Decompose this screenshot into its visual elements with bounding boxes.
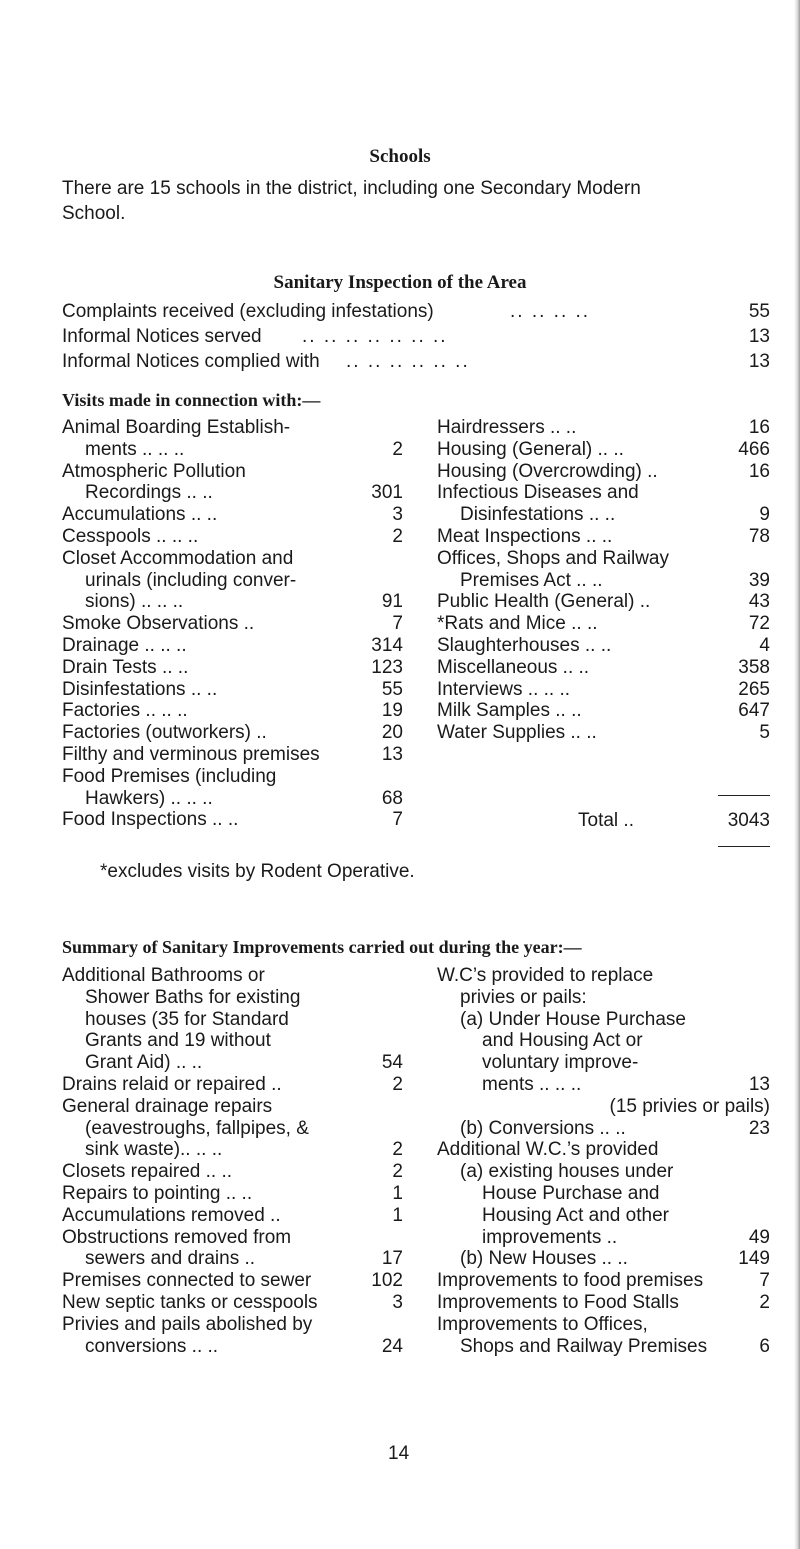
visits-right-item-label: Slaughterhouses .. .. <box>437 635 612 656</box>
visits-left-item-label: Factories .. .. .. <box>62 700 188 722</box>
visits-left-item-value: 7 <box>392 613 403 635</box>
sanitary-row-dots: .. .. .. .. .. .. <box>346 351 470 372</box>
improvements-left-item-label: Grant Aid) .. .. <box>85 1052 203 1074</box>
visits-left-item-value: 55 <box>381 678 403 700</box>
sanitary-row-label: Complaints received (excluding infestations) <box>62 301 434 322</box>
improvements-left-item-label: Shower Baths for existing <box>85 986 301 1008</box>
improvements-right-item-label: and Housing Act or <box>482 1030 643 1052</box>
visits-right-item-value: 265 <box>738 678 770 700</box>
visits-left-item-value: 123 <box>371 656 403 678</box>
sanitary-row-value: 13 <box>748 351 770 372</box>
schools-text-line-2: School. <box>62 203 126 224</box>
improvements-right-item-label: Shops and Railway Premises <box>460 1335 708 1357</box>
visits-right-item-value: 358 <box>738 656 770 678</box>
improvements-left-item-value: 1 <box>392 1183 403 1204</box>
improvements-right-item-label: improvements .. <box>482 1226 618 1248</box>
improvements-heading: Summary of Sanitary Improvements carried out during the year:— <box>62 937 582 957</box>
sanitary-row-value: 13 <box>748 326 770 347</box>
visits-left-item-label: sions) .. .. .. <box>85 591 184 613</box>
improvements-right-item-value: 13 <box>748 1074 770 1095</box>
visits-left-item-label: Food Premises (including <box>62 765 277 787</box>
visits-right-item-label: Infectious Diseases and <box>437 482 639 504</box>
visits-left-item-value: 314 <box>371 635 403 656</box>
visits-left-item-label: Accumulations .. .. <box>62 504 218 526</box>
visits-right-item-label: *Rats and Mice .. .. <box>437 613 598 635</box>
visits-total-label: Total .. <box>578 810 634 831</box>
visits-right-item-value: 5 <box>759 722 770 744</box>
improvements-right-item-label: privies or pails: <box>460 986 587 1008</box>
visits-right-item-value: 43 <box>748 591 770 613</box>
visits-left-item-value: 19 <box>381 700 403 722</box>
visits-left-item-label: Filthy and verminous premises <box>62 744 320 765</box>
improvements-right-item-label: Improvements to food premises <box>437 1270 704 1292</box>
improvements-left-item-value: 2 <box>392 1161 403 1183</box>
visits-left-item-label: urinals (including conver- <box>85 569 297 591</box>
visits-right-item-value: 72 <box>748 613 770 635</box>
visits-left-item-label: Disinfestations .. .. <box>62 678 218 700</box>
visits-left-item-value: 20 <box>381 722 403 744</box>
total-rule-top <box>718 795 770 796</box>
visits-left-item-value: 68 <box>381 787 403 809</box>
improvements-left-item-label: sewers and drains .. <box>85 1248 256 1270</box>
visits-right-item-label: Water Supplies .. .. <box>437 722 597 744</box>
visits-right-item-label: Meat Inspections .. .. <box>437 526 613 547</box>
visits-left-item-label: Atmospheric Pollution <box>62 460 246 482</box>
visits-left-item-value: 2 <box>392 526 403 547</box>
visits-left-item-label: Cesspools .. .. .. <box>62 526 199 547</box>
improvements-right-item-label: House Purchase and <box>482 1183 660 1204</box>
sanitary-row-label: Informal Notices served <box>62 326 262 347</box>
visits-left-item-value: 301 <box>371 482 403 504</box>
visits-right-item-label: Housing (General) .. .. <box>437 438 624 460</box>
improvements-left-item-label: Obstructions removed from <box>62 1226 292 1248</box>
improvements-right-item-label: (a) existing houses under <box>460 1161 674 1183</box>
visits-left-item-value: 3 <box>392 504 403 526</box>
improvements-left-item-label: Grants and 19 without <box>85 1030 271 1052</box>
visits-right-item-value: 16 <box>748 417 770 438</box>
improvements-left-item-label: Privies and pails abolished by <box>62 1313 313 1335</box>
visits-right-item-label: Disinfestations .. .. <box>460 504 616 526</box>
improvements-left-item-label: Accumulations removed .. <box>62 1204 281 1226</box>
visits-left-item-label: Food Inspections .. .. <box>62 809 239 831</box>
page-number: 14 <box>388 1443 410 1464</box>
schools-text-line-1: There are 15 schools in the district, including one Secondary Modern <box>62 178 641 199</box>
visits-left-item-label: Smoke Observations .. <box>62 613 255 635</box>
improvements-left-item-value: 2 <box>392 1074 403 1095</box>
visits-left-item-label: ments .. .. .. <box>85 438 185 460</box>
visits-footnote: *excludes visits by Rodent Operative. <box>100 861 415 882</box>
improvements-left-item-label: New septic tanks or cesspools <box>62 1292 318 1313</box>
improvements-left-item-value: 102 <box>371 1270 403 1292</box>
improvements-right-item-label: Improvements to Offices, <box>437 1313 648 1335</box>
improvements-right-item-label: (b) New Houses .. .. <box>460 1248 628 1270</box>
schools-title: Schools <box>369 146 431 167</box>
improvements-left-item-label: (eavestroughs, fallpipes, & <box>85 1117 309 1139</box>
visits-left-item-value: 13 <box>381 744 403 765</box>
improvements-right-item-value: 2 <box>759 1292 770 1313</box>
schools-paragraph <box>62 176 772 226</box>
improvements-right-item-label: ments .. .. .. <box>482 1074 582 1095</box>
improvements-left-item-value: 54 <box>381 1052 403 1074</box>
improvements-left-item-label: Premises connected to sewer <box>62 1270 312 1292</box>
improvements-left-item-value: 24 <box>381 1335 403 1357</box>
improvements-left-item-label: Repairs to pointing .. .. <box>62 1183 253 1204</box>
improvements-right-item-label: (a) Under House Purchase <box>460 1008 686 1030</box>
sanitary-title: Sanitary Inspection of the Area <box>273 272 527 293</box>
visits-right-item-label: Miscellaneous .. .. <box>437 656 590 678</box>
visits-right-item-value: 466 <box>738 438 770 460</box>
visits-left-item-label: Closet Accommodation and <box>62 547 294 569</box>
visits-right-item-value: 4 <box>759 635 770 656</box>
improvements-left-item-label: conversions .. .. <box>85 1335 219 1357</box>
improvements-right-item-label: (b) Conversions .. .. <box>460 1117 626 1139</box>
improvements-right-item-label: Additional W.C.’s provided <box>437 1139 659 1161</box>
sanitary-row-dots: .. .. .. .. .. .. .. <box>302 326 448 347</box>
visits-left-item-value: 91 <box>381 591 403 613</box>
visits-left-item-label: Hawkers) .. .. .. <box>85 787 213 809</box>
page-edge-shadow <box>794 0 800 1549</box>
improvements-right-item-value: 23 <box>748 1117 770 1139</box>
visits-left-item-label: Factories (outworkers) .. <box>62 722 267 744</box>
visits-right-item-label: Premises Act .. .. <box>460 569 603 591</box>
improvements-left-item-value: 3 <box>392 1292 403 1313</box>
improvements-right-item-value: 49 <box>748 1226 770 1248</box>
sanitary-row-dots: .. .. .. .. <box>510 301 591 322</box>
visits-right-item-label: Public Health (General) .. <box>437 591 651 613</box>
sanitary-row-value: 55 <box>748 301 770 322</box>
improvements-left-item-label: General drainage repairs <box>62 1095 273 1117</box>
visits-left-item-label: Animal Boarding Establish- <box>62 417 291 438</box>
improvements-left-item-value: 1 <box>392 1204 403 1226</box>
total-rule-bottom <box>718 846 770 847</box>
visits-left-item-value: 7 <box>392 809 403 831</box>
visits-right-item-label: Housing (Overcrowding) .. <box>437 460 658 482</box>
visits-right-item-value: 647 <box>738 700 770 722</box>
visits-right-item-label: Offices, Shops and Railway <box>437 547 669 569</box>
improvements-left-item-label: houses (35 for Standard <box>85 1008 289 1030</box>
visits-right-item-label: Interviews .. .. .. <box>437 678 571 700</box>
improvements-left-item-label: Closets repaired .. .. <box>62 1161 233 1183</box>
visits-right-item-value: 16 <box>748 460 770 482</box>
improvements-left-item-label: Additional Bathrooms or <box>62 965 265 986</box>
sanitary-row-label: Informal Notices complied with <box>62 351 320 372</box>
visits-total-value: 3043 <box>727 810 770 831</box>
improvements-right-item-value: 149 <box>738 1248 770 1270</box>
improvements-left-item-value: 2 <box>392 1139 403 1161</box>
improvements-left-item-value: 17 <box>381 1248 403 1270</box>
improvements-right-item-label: W.C’s provided to replace <box>437 965 654 986</box>
visits-right-item-label: Hairdressers .. .. <box>437 417 577 438</box>
improvements-right-item-label: Improvements to Food Stalls <box>437 1292 679 1313</box>
visits-right-item-label: Milk Samples .. .. <box>437 700 582 722</box>
improvements-left-item-label: sink waste).. .. .. <box>85 1139 223 1161</box>
improvements-left-item-label: Drains relaid or repaired .. <box>62 1074 282 1095</box>
improvements-right-item-label: Housing Act and other <box>482 1204 669 1226</box>
visits-left-item-label: Drain Tests .. .. <box>62 656 189 678</box>
visits-heading: Visits made in connection with:— <box>62 390 321 410</box>
improvements-right-item-value: 7 <box>759 1270 770 1292</box>
visits-left-item-value: 2 <box>392 438 403 460</box>
improvements-right-item-label: (15 privies or pails) <box>609 1095 770 1117</box>
improvements-right-item-label: voluntary improve- <box>482 1052 639 1074</box>
visits-left-item-label: Drainage .. .. .. <box>62 635 187 656</box>
visits-left-item-label: Recordings .. .. <box>85 482 213 504</box>
visits-right-item-value: 9 <box>759 504 770 526</box>
visits-right-item-value: 39 <box>748 569 770 591</box>
visits-right-item-value: 78 <box>748 526 770 547</box>
improvements-right-item-value: 6 <box>759 1335 770 1357</box>
